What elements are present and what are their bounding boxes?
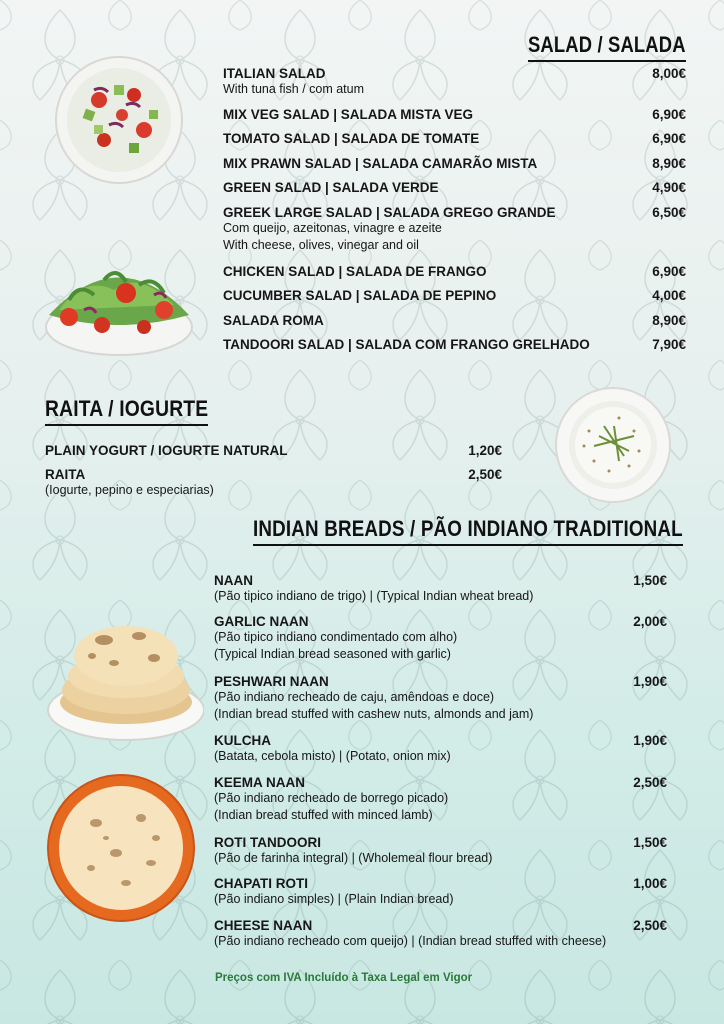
menu-item-description: (Iogurte, pepino e especiarias)	[45, 483, 214, 497]
menu-item-description: (Pão indiano simples) | (Plain Indian bread)	[214, 892, 454, 906]
menu-item-price: 8,00€	[652, 66, 686, 81]
menu-item-name: GARLIC NAAN	[214, 614, 309, 629]
menu-item-price: 1,50€	[633, 573, 667, 588]
raita-bowl-image	[554, 386, 672, 504]
menu-item	[223, 131, 479, 146]
menu-item-price: 6,90€	[652, 264, 686, 279]
menu-item-description: (Pão indiano recheado de caju, amêndoas e doce)	[214, 690, 495, 704]
menu-item	[45, 443, 288, 458]
menu-item	[214, 674, 533, 723]
menu-item-name: RAITA	[45, 467, 86, 482]
menu-item-description: (Typical Indian bread seasoned with garlic)	[214, 647, 451, 661]
menu-item	[214, 614, 457, 663]
menu-item-name: MIX PRAWN SALAD | SALADA CAMARÃO MISTA	[223, 156, 538, 171]
menu-item-name: PLAIN YOGURT / IOGURTE NATURAL	[45, 443, 288, 458]
menu-item-name: CUCUMBER SALAD | SALADA DE PEPINO	[223, 288, 497, 303]
menu-item-description: (Indian bread stuffed with cashew nuts, almonds and jam)	[214, 707, 534, 721]
menu-item-price: 4,90€	[652, 180, 686, 195]
menu-item	[223, 205, 556, 254]
menu-item-description: (Pão indiano recheado com queijo) | (Indian bread stuffed with cheese)	[214, 934, 607, 948]
menu-item-name: TANDOORI SALAD | SALADA COM FRANGO GRELHADO	[223, 337, 590, 352]
menu-item-name: ITALIAN SALAD	[223, 66, 326, 81]
menu-item-name: CHAPATI ROTI	[214, 876, 308, 891]
menu-item	[223, 313, 324, 328]
menu-item-price: 6,90€	[652, 107, 686, 122]
menu-item-name: TOMATO SALAD | SALADA DE TOMATE	[223, 131, 480, 146]
menu-item	[223, 180, 439, 195]
menu-item-price: 2,50€	[633, 918, 667, 933]
menu-item	[223, 288, 496, 303]
menu-item-description: (Pão tipico indiano de trigo) | (Typical Indian wheat bread)	[214, 589, 534, 603]
menu-item	[214, 835, 492, 867]
menu-item-description: (Pão de farinha integral) | (Wholemeal flour bread)	[214, 851, 493, 865]
menu-item-name: PESHWARI NAAN	[214, 674, 329, 689]
menu-item-price: 2,50€	[468, 467, 502, 482]
menu-item-name: KULCHA	[214, 733, 271, 748]
naan-stack-plate-image	[44, 618, 204, 746]
salad-section-title: SALAD / SALADA	[528, 32, 686, 62]
vat-note: Preços com IVA Incluído à Taxa Legal em Vigor	[215, 972, 473, 984]
menu-item-price: 7,90€	[652, 337, 686, 352]
menu-item-price: 6,50€	[652, 205, 686, 220]
menu-item	[223, 337, 590, 352]
menu-item-name: CHEESE NAAN	[214, 918, 313, 933]
menu-item-price: 6,90€	[652, 131, 686, 146]
menu-item-price: 2,50€	[633, 775, 667, 790]
menu-item	[214, 918, 606, 950]
menu-item-description: With tuna fish / com atum	[223, 82, 365, 96]
menu-item	[223, 107, 473, 122]
menu-item-description: (Pão tipico indiano condimentado com alho)	[214, 630, 458, 644]
menu-item-price: 1,50€	[633, 835, 667, 850]
menu-item-price: 1,00€	[633, 876, 667, 891]
menu-item-name: KEEMA NAAN	[214, 775, 305, 790]
menu-item-description: Com queijo, azeitonas, vinagre e azeite	[223, 221, 442, 235]
menu-item-price: 1,90€	[633, 674, 667, 689]
menu-item-price: 4,00€	[652, 288, 686, 303]
menu-item	[45, 467, 214, 499]
menu-item-description: (Batata, cebola misto) | (Potato, onion mix)	[214, 749, 451, 763]
menu-item-description: (Pão indiano recheado de borrego picado)	[214, 791, 449, 805]
breads-section-title: INDIAN BREADS / PÃO INDIANO TRADITIONAL	[253, 516, 683, 546]
menu-item-price: 1,90€	[633, 733, 667, 748]
menu-item-name: MIX VEG SALAD | SALADA MISTA VEG	[223, 107, 474, 122]
menu-item	[223, 156, 537, 171]
menu-item-price: 2,00€	[633, 614, 667, 629]
menu-item-price: 8,90€	[652, 313, 686, 328]
menu-item	[214, 775, 448, 824]
menu-item	[223, 264, 487, 279]
menu-item-description: (Indian bread stuffed with minced lamb)	[214, 808, 433, 822]
menu-item-name: NAAN	[214, 573, 253, 588]
menu-item-price: 1,20€	[468, 443, 502, 458]
menu-item	[214, 876, 453, 908]
mixed-salad-bowl-image	[54, 55, 184, 185]
menu-item-name: GREEN SALAD | SALADA VERDE	[223, 180, 439, 195]
menu-item-price: 8,90€	[652, 156, 686, 171]
green-salad-bowl-image	[44, 255, 194, 360]
menu-item-name: ROTI TANDOORI	[214, 835, 321, 850]
menu-item-name: GREEK LARGE SALAD | SALADA GREGO GRANDE	[223, 205, 556, 220]
menu-item	[214, 733, 451, 765]
menu-item	[214, 573, 533, 605]
raita-section-title: RAITA / IOGURTE	[45, 396, 208, 426]
menu-item-description: With cheese, olives, vinegar and oil	[223, 238, 419, 252]
menu-item	[223, 66, 364, 98]
menu-item-name: CHICKEN SALAD | SALADA DE FRANGO	[223, 264, 487, 279]
roti-orange-plate-image	[46, 773, 196, 923]
menu-item-name: SALADA ROMA	[223, 313, 324, 328]
